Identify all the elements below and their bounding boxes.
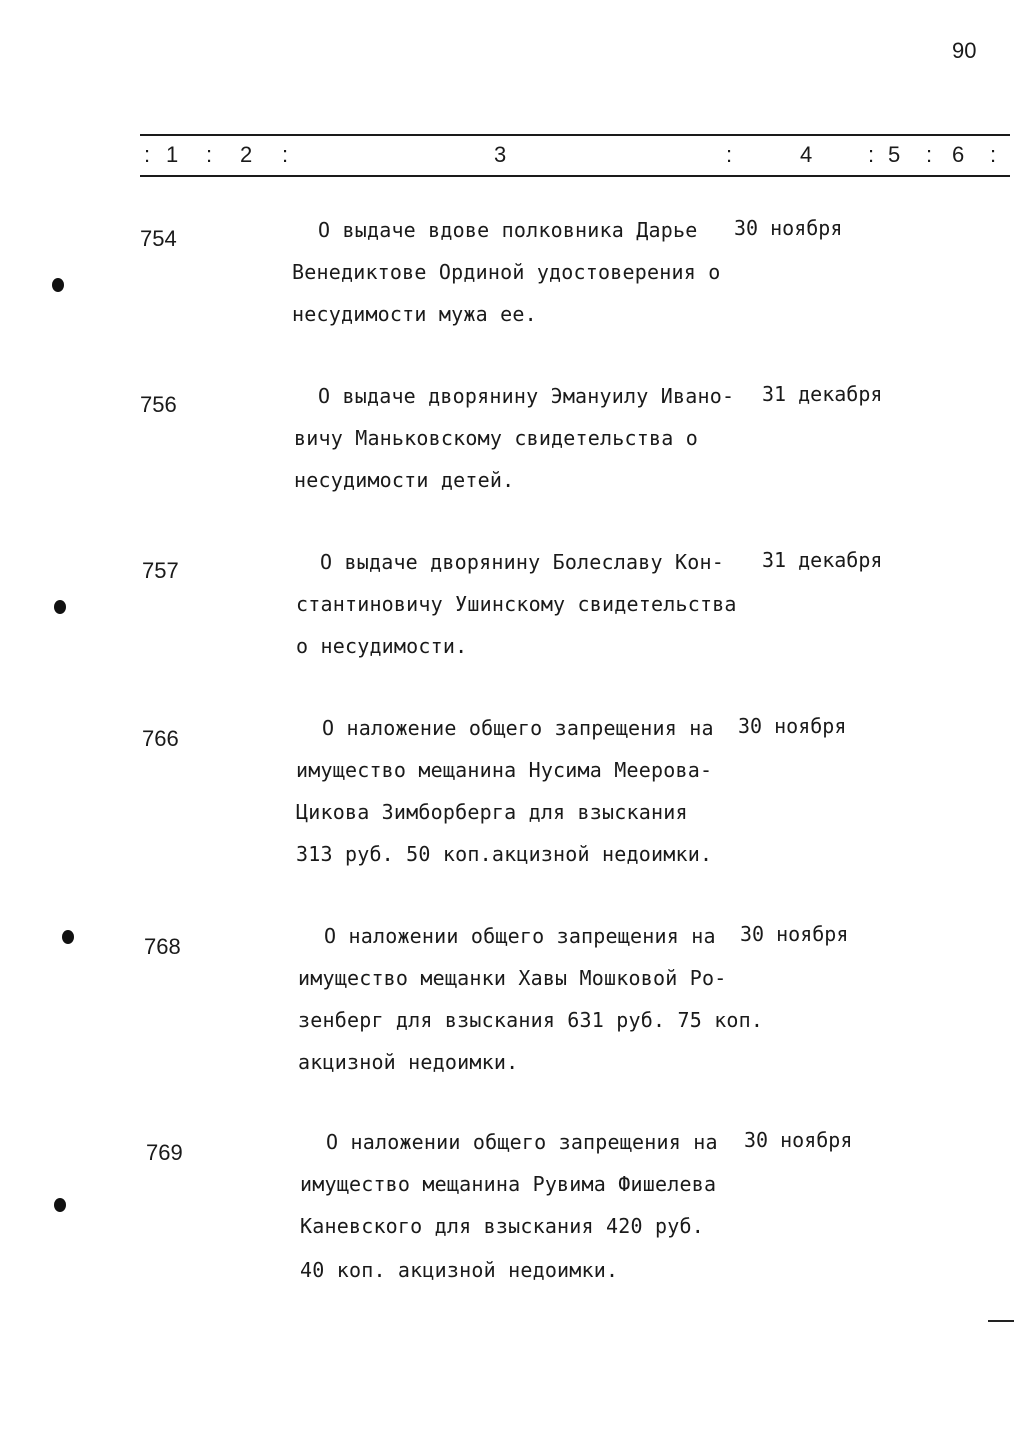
- column-header-2: 2: [240, 142, 253, 167]
- column-header-3: 3: [494, 142, 507, 167]
- page-number: 90: [952, 38, 977, 63]
- entry-text-line: О выдаче дворянину Эмануилу Ивано-: [318, 384, 735, 408]
- entry-number: 754: [140, 226, 177, 251]
- entry-text-line: имущество мещанина Нусима Меерова-: [296, 758, 713, 782]
- entry-date: 30 ноября: [740, 922, 849, 946]
- entry-text-line: Каневского для взыскания 420 руб.: [300, 1214, 704, 1238]
- entry-text-line: О наложение общего запрещения на: [322, 716, 714, 740]
- column-separator: :: [726, 142, 733, 167]
- entry-text-line: О наложении общего запрещения на: [326, 1130, 718, 1154]
- entry-number: 757: [142, 558, 179, 583]
- column-separator: :: [144, 142, 151, 167]
- punch-hole-mark: [54, 1198, 66, 1212]
- entry-text-line: имущество мещанина Рувима Фишелева: [300, 1172, 717, 1196]
- entry-text-line: о несудимости.: [296, 634, 468, 658]
- column-header-4: 4: [800, 142, 813, 167]
- punch-hole-mark: [52, 278, 64, 292]
- entry-date: 30 ноября: [734, 216, 843, 240]
- entry-text-line: акцизной недоимки.: [298, 1050, 519, 1074]
- column-separator: :: [206, 142, 213, 167]
- punch-hole-mark: [54, 600, 66, 614]
- entry-text-line: несудимости детей.: [294, 468, 515, 492]
- entry-text-line: зенберг для взыскания 631 руб. 75 коп.: [298, 1008, 764, 1032]
- entry-text-line: Венедиктове Ординой удостоверения о: [292, 260, 721, 284]
- punch-hole-mark: [62, 930, 74, 944]
- entry-date: 30 ноября: [744, 1128, 853, 1152]
- header-rule-top: [140, 134, 1010, 136]
- entry-number: 769: [146, 1140, 183, 1165]
- column-separator: :: [990, 142, 997, 167]
- entry-date: 31 декабря: [762, 548, 883, 572]
- entry-text-line: стантиновичу Ушинскому свидетельства: [296, 592, 737, 616]
- column-separator: :: [282, 142, 289, 167]
- entry-text-line: 40 коп. акцизной недоимки.: [300, 1258, 619, 1282]
- column-header-5: 5: [888, 142, 901, 167]
- entry-text-line: О выдаче дворянину Болеславу Кон-: [320, 550, 724, 574]
- column-separator: :: [926, 142, 933, 167]
- entry-text-line: 313 руб. 50 коп.акцизной недоимки.: [296, 842, 713, 866]
- entry-text-line: О наложении общего запрещения на: [324, 924, 716, 948]
- entry-text-line: Цикова Зимборберга для взыскания: [296, 800, 688, 824]
- header-rule-bottom: [140, 175, 1010, 177]
- entry-number: 766: [142, 726, 179, 751]
- column-header-1: 1: [166, 142, 179, 167]
- margin-mark: [988, 1320, 1014, 1322]
- entry-text-line: несудимости мужа ее.: [292, 302, 537, 326]
- column-header-row: [140, 142, 1010, 172]
- entry-date: 31 декабря: [762, 382, 883, 406]
- entry-number: 768: [144, 934, 181, 959]
- entry-text-line: О выдаче вдове полковника Дарье: [318, 218, 698, 242]
- column-separator: :: [868, 142, 875, 167]
- column-header-6: 6: [952, 142, 965, 167]
- entry-date: 30 ноября: [738, 714, 847, 738]
- entry-number: 756: [140, 392, 177, 417]
- entry-text-line: имущество мещанки Хавы Мошковой Ро-: [298, 966, 727, 990]
- entry-text-line: вичу Маньковскому свидетельства о: [294, 426, 698, 450]
